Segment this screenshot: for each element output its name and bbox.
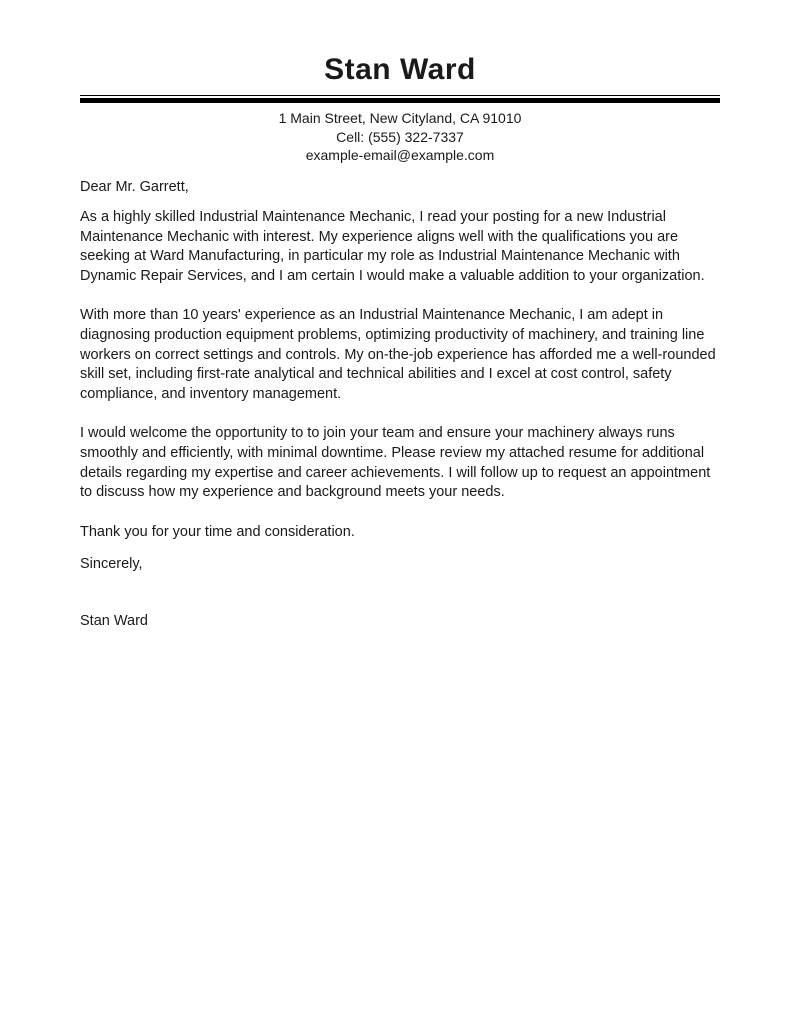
paragraph-introduction: As a highly skilled Industrial Maintenance Mechanic, I read your posting for a new Industrial Maintenance Mechanic with interest. My experience aligns well with the qualifications you are seeking at Ward Manufacturing, in particular my role as Industrial Maintenance Mechanic with Dynamic Repair Services, and I am certain I would make a valuable addition to your organization. <box>80 209 705 284</box>
paragraph-call-to-action: I would welcome the opportunity to to join your team and ensure your machinery always runs smoothly and efficiently, with minimal downtime. Please review my attached resume for additional details regarding my expertise and career achievements. I will follow up to request an appointment to discuss how my experience and background meets your needs. <box>80 425 711 501</box>
letter-body <box>80 178 720 632</box>
contact-email: example-email@example.com <box>305 147 495 163</box>
signature-name: Stan Ward <box>80 613 148 629</box>
paragraph-experience: With more than 10 years' experience as an Industrial Maintenance Mechanic, I am adept in diagnosing production equipment problems, optimizing productivity of machinery, and training line workers on correct settings and controls. My on-the-job experience has afforded me a well-rounded skill set, including first-rate analytical and technical abilities and I excel at cost control, safety compliance, and inventory management. <box>80 307 716 402</box>
letter-header <box>0 0 800 165</box>
header-rule-thin <box>80 95 720 96</box>
contact-address: 1 Main Street, New Cityland, CA 91010 <box>278 110 522 126</box>
contact-cell: Cell: (555) 322-7337 <box>336 128 464 145</box>
header-rule-thick <box>80 98 720 103</box>
page-title: Stan Ward <box>324 53 476 86</box>
salutation: Dear Mr. Garrett, <box>80 178 189 195</box>
contact-block <box>0 109 800 165</box>
thanks-line: Thank you for your time and consideration. <box>80 523 355 540</box>
header-rule <box>80 95 720 103</box>
closing-line: Sincerely, <box>80 556 143 573</box>
